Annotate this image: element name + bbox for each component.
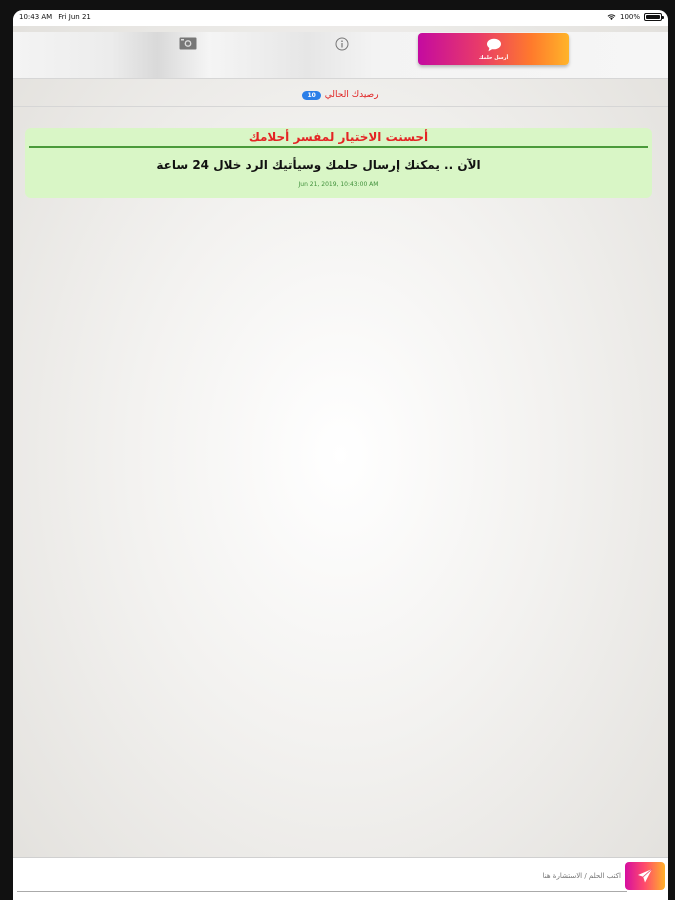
- welcome-message: [25, 128, 652, 198]
- message-title: أحسنت الاختيار لمفسر أحلامك: [248, 130, 429, 144]
- status-bar: [13, 10, 668, 26]
- message-divider: [29, 146, 648, 148]
- status-left: [19, 13, 91, 21]
- info-icon: [335, 37, 349, 51]
- chat-bubble-icon: [486, 38, 502, 52]
- send-button[interactable]: [625, 862, 665, 890]
- dream-input[interactable]: [17, 861, 627, 892]
- credit-balance: [13, 84, 668, 107]
- wifi-icon: [607, 13, 616, 21]
- top-tab-bar: [13, 32, 668, 79]
- tab-send-dream[interactable]: [418, 33, 569, 65]
- photo-icon: [179, 37, 197, 50]
- composer-bar: [13, 857, 668, 900]
- message-timestamp: Jun 21, 2019, 10:43:00 AM: [298, 181, 379, 188]
- tab-info[interactable]: [267, 32, 417, 66]
- credit-label: رصيدك الحالي: [324, 90, 379, 100]
- status-date: Fri Jun 21: [58, 13, 91, 21]
- message-body: الآن .. يمكنك إرسال حلمك وسيأتيك الرد خلال 24 ساعة: [156, 158, 481, 172]
- battery-icon: [644, 13, 662, 21]
- battery-percent: 100%: [619, 13, 640, 21]
- send-icon: [637, 868, 653, 884]
- app-screen: [13, 10, 668, 900]
- credit-badge: 10: [302, 91, 320, 100]
- tab-photo[interactable]: [113, 32, 263, 66]
- status-right: [607, 13, 662, 21]
- status-time: 10:43 AM: [19, 13, 53, 21]
- tab-send-dream-label: أرسل حلمك: [478, 55, 509, 61]
